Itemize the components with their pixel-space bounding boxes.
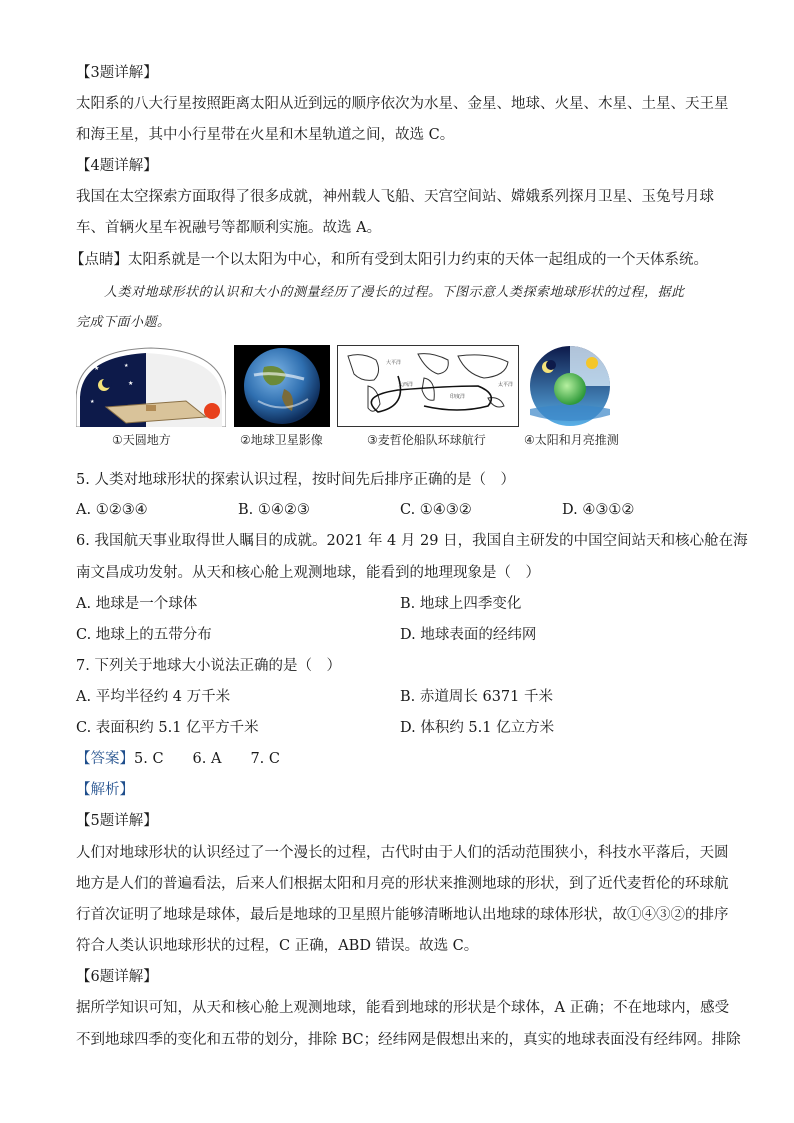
- q5-option-b: B. ①④②③: [238, 502, 310, 518]
- answer-label: 【答案】: [76, 751, 134, 767]
- q6-option-d: D. 地球表面的经纬网: [400, 627, 537, 643]
- caption-1: ①天圆地方: [112, 433, 171, 447]
- q3-text-line1: 太阳系的八大行星按照距离太阳从近到远的顺序依次为水星、金星、地球、火星、木星、土星、天王星: [76, 96, 729, 112]
- svg-text:★: ★: [128, 380, 134, 387]
- svg-text:★: ★: [94, 365, 100, 372]
- svg-text:★: ★: [90, 399, 95, 405]
- key-point-label: 【点睛】: [70, 252, 128, 268]
- map-label-3: 印度洋: [450, 394, 466, 400]
- q5-option-a: A. ①②③④: [76, 502, 148, 518]
- q6-option-a: A. 地球是一个球体: [76, 596, 198, 612]
- q7-stem: 7. 下列关于地球大小说法正确的是（ ）: [76, 658, 341, 674]
- figure-voyage-map: [337, 345, 519, 427]
- q7-option-c: C. 表面积约 5.1 亿平方千米: [76, 720, 259, 736]
- q5-detail-line4: 符合人类认识地球形状的过程，C 正确，ABD 错误。故选 C。: [76, 938, 479, 954]
- figure-sun-moon: [526, 345, 614, 427]
- q4-text-line1: 我国在太空探索方面取得了很多成就，神州载人飞船、天宫空间站、嫦娥系列探月卫星、玉兔号月球: [76, 189, 714, 205]
- q3-text-line2: 和海王星，其中小行星带在火星和木星轨道之间，故选 C。: [76, 127, 455, 143]
- figure-sky-dome: [76, 345, 226, 427]
- q6-stem-line1: 6. 我国航天事业取得世人瞩目的成就。2021 年 4 月 29 日，我国自主研发的中国空间站天和核心舱在海: [76, 533, 748, 549]
- q4-text-line2: 车、首辆火星车祝融号等都顺利实施。故选 A。: [76, 220, 382, 236]
- map-label-1: 大平洋: [386, 360, 402, 366]
- map-label-2: 大西洋: [398, 382, 414, 388]
- q5-detail-heading: 【5题详解】: [76, 813, 158, 829]
- map-label-4: 太平洋: [498, 382, 514, 388]
- q5-detail-line3: 行首次证明了地球是球体，最后是地球的卫星照片能够清晰地认出地球的球体形状，故①④③②的排序: [76, 907, 729, 923]
- caption-3: ③麦哲伦船队环球航行: [367, 433, 486, 447]
- intro-line2: 完成下面小题。: [76, 315, 171, 330]
- q7-option-a: A. 平均半径约 4 万千米: [76, 689, 231, 705]
- figure-satellite-earth: [234, 345, 330, 427]
- q3-heading: 【3题详解】: [76, 65, 158, 81]
- q6-detail-line2: 不到地球四季的变化和五带的划分，排除 BC；经纬网是假想出来的，真实的地球表面没有经纬网。排除: [76, 1032, 741, 1048]
- q5-option-d: D. ④③①②: [562, 502, 635, 518]
- intro-line1: 人类对地球形状的认识和大小的测量经历了漫长的过程。下图示意人类探索地球形状的过程，据此: [104, 285, 685, 300]
- answer-text: 5. C 6. A 7. C: [134, 751, 280, 767]
- q7-option-b: B. 赤道周长 6371 千米: [400, 689, 553, 705]
- q6-option-c: C. 地球上的五带分布: [76, 627, 212, 643]
- key-point-text: 太阳系就是一个以太阳为中心，和所有受到太阳引力约束的天体一起组成的一个天体系统。: [128, 252, 708, 268]
- q6-detail-heading: 【6题详解】: [76, 969, 158, 985]
- q6-stem-line2: 南文昌成功发射。从天和核心舱上观测地球，能看到的地理现象是（ ）: [76, 565, 540, 581]
- svg-text:★: ★: [124, 363, 129, 369]
- q5-option-c: C. ①④③②: [400, 502, 472, 518]
- key-point: [70, 250, 708, 270]
- q5-stem: 5. 人类对地球形状的探索认识过程，按时间先后排序正确的是（ ）: [76, 472, 515, 488]
- q4-heading: 【4题详解】: [76, 158, 158, 174]
- analysis-heading: 【解析】: [76, 782, 134, 798]
- q7-option-d: D. 体积约 5.1 亿立方米: [400, 720, 555, 736]
- q5-detail-line1: 人们对地球形状的认识经过了一个漫长的过程，古代时由于人们的活动范围狭小，科技水平落后，天圆: [76, 845, 729, 861]
- q6-option-b: B. 地球上四季变化: [400, 596, 522, 612]
- answer-line: [76, 749, 280, 769]
- q5-detail-line2: 地方是人们的普遍看法，后来人们根据太阳和月亮的形状来推测地球的形状，到了近代麦哲伦的环球航: [76, 876, 729, 892]
- caption-4: ④太阳和月亮推测: [524, 433, 619, 447]
- caption-2: ②地球卫星影像: [240, 433, 323, 447]
- q6-detail-line1: 据所学知识可知，从天和核心舱上观测地球，能看到地球的形状是个球体，A 正确；不在地球内，感受: [76, 1000, 730, 1016]
